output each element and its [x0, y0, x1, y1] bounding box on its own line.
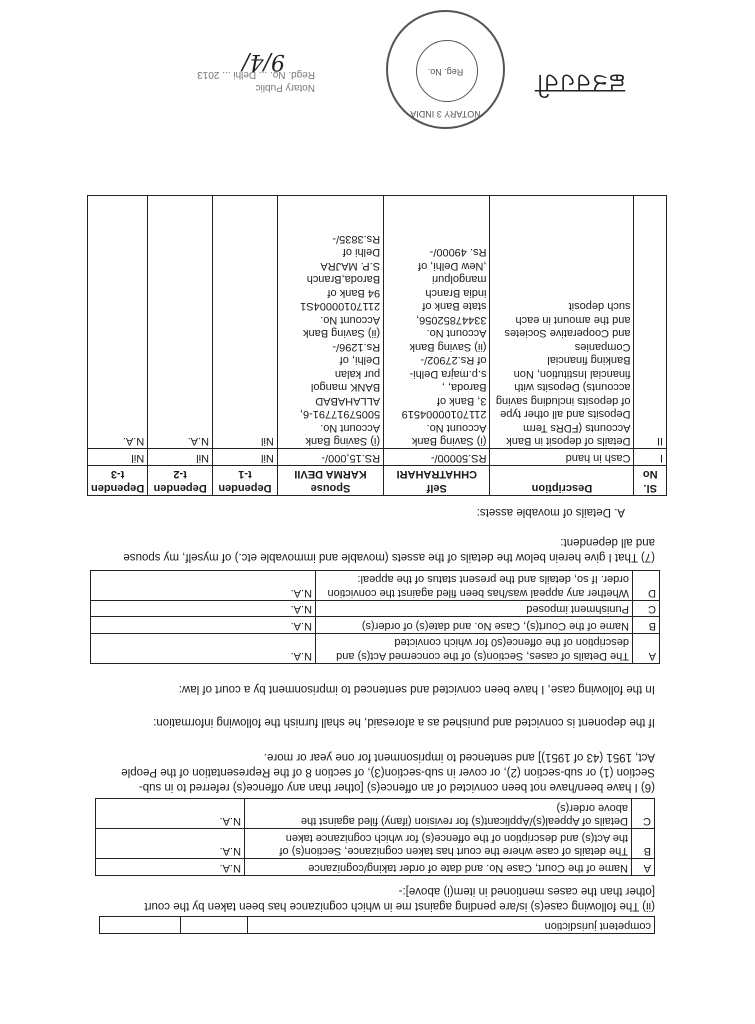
- table-row: I Cash in hand RS.50000/- RS.15,000/- Nil Nil Nil: [88, 449, 667, 466]
- continuation-table: [99, 917, 655, 935]
- handwritten-date: 9/4/: [242, 49, 285, 74]
- pending-cases-intro: (ii) The following case(s) is/are pending against me in which cognizance has been taken by the court [other than the cases mentioned in item(i) above]:-: [144, 885, 655, 912]
- competent-cell: competent jurisdiction: [248, 917, 655, 934]
- movable-assets-heading: A. Details of movable assets:: [476, 506, 625, 518]
- table-row: C Details of Appeal(s)/Applicant(s) for revision (ifany) filed against the above order(s) N.A.: [96, 799, 655, 829]
- deponent-signature: ਛਤਰਹਰੀ: [535, 69, 625, 99]
- table-header-row: Sl. No Description Self CHHATRAHARI Spouse KARMA DEVII Dependen t-1 Dependen t-2 Dependen t-3: [88, 466, 667, 496]
- table-row: C Punishment imposed N.A.: [91, 601, 660, 618]
- table-row: B The details of case where the court has taken cognizance, Section(s) of the Act(s) and description of the offence(s) for which cognizance taken N.A.: [96, 829, 655, 859]
- table-row: A Name of the Court, Case No. and date of order taking/cognizance N.A.: [96, 859, 655, 876]
- table-row: D Whether any appeal was/has been filed against the conviction order. If so, details and the present status of the appeal: N.A.: [91, 571, 660, 601]
- notary-seal: NOTARY 3 INDIA Reg. No.: [386, 10, 505, 129]
- notary-text: Notary Public Regd. No. ... Delhi ... 2013: [197, 69, 315, 93]
- conviction-case-line: In the following case, I have been convicted and sentenced to imprisonment by a court of law:: [178, 683, 655, 695]
- movable-assets-table: [87, 196, 667, 497]
- table-row: A The Details of cases, Section(s) of the concerned Act(s) and description of the offence(s0 for which convicted N.A.: [91, 634, 660, 664]
- pending-cases-table: [95, 799, 655, 877]
- conviction-info-line: If the deponent is convicted and punished as a aforesaid, he shall furnish the following information:: [153, 716, 655, 728]
- conviction-paragraph: (6) I have been/have not been convicted of an offence(s) [other than any offence(s) referred to in sub- Section (1) or sub-section (2), or cover in sub-section(3), of section 8 of the Representation of the People Act, 1951 (43 of 1951)] and sentenced to imprisonment for one year or more.: [121, 751, 655, 793]
- conviction-table: [90, 570, 660, 664]
- table-row: B Name of the Court(s), Case No. and date(s) of order(s) N.A.: [91, 617, 660, 634]
- assets-paragraph: (7) That I give herein below the details of the assets (movable and immovable etc.) of myself, my spouse and all dependent:: [123, 536, 655, 563]
- table-row: II Details of deposit in Bank Accounts (FDRs Term Deposits and all other type of deposits including saving accounts) Deposits with financial Institution, Non Banking financial Companies and Cooperative Societes and the amount in each such deposit (i) Saving Bank Account No. 21170100004519 3, Bank of Baroda, , s.p.majra Delhi- of Rs.27902/- (ii) Saving Bank Account No. 33447852056, state Bank of india Branch mangolpuri ,New Delhi, of Rs. 49000/- (i) Saving Bank Account No. 50057917791-6, ALLAHABAD BANK mangol pur kalan Delhi, of Rs.1296/- (ii) Saving Bank Account No. 21170100004S1 94 Bank of Baroda,Branch S.P. MAJRA Delhi of Rs.3835/- Nil N.A. N.A.: [88, 196, 667, 449]
